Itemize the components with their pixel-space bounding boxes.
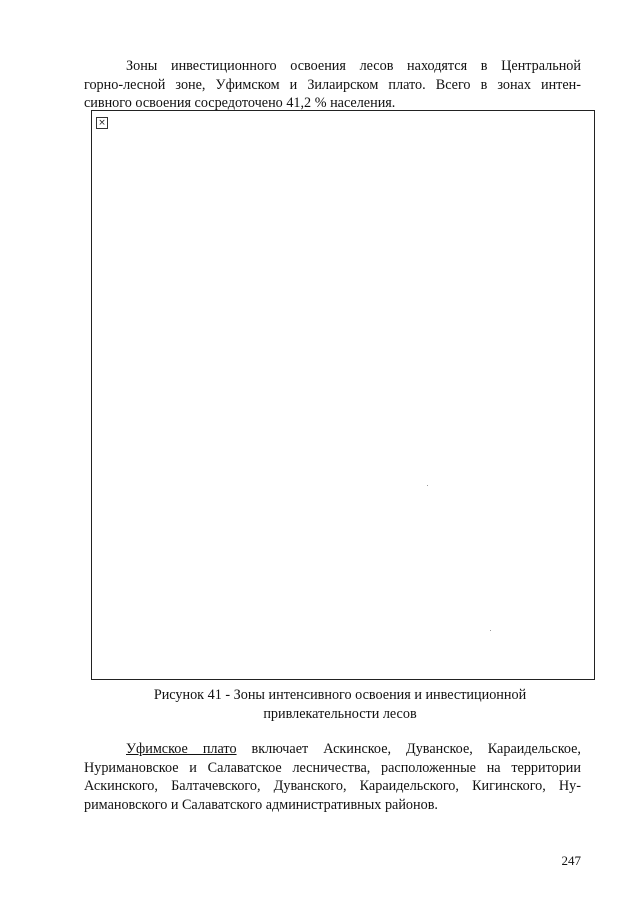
body-line: Нуримановское и Салаватское лесничества, расположенные на территории (84, 759, 581, 776)
term-ufa-plateau: Уфимское плато (126, 741, 237, 757)
broken-image-icon: × (96, 117, 108, 129)
body-paragraph (84, 740, 581, 814)
body-line: римановского и Салаватского административных районов. (84, 796, 438, 813)
intro-line: сивного освоения сосредоточено 41,2 % населения. (84, 95, 396, 111)
scan-speck (427, 485, 428, 486)
body-line-rest: включает Аскинское, Дуванское, Караидельское, (236, 741, 581, 757)
scan-speck (490, 630, 491, 631)
intro-line: Зоны инвестиционного освоения лесов находятся в Центральной (126, 58, 581, 74)
caption-line: привлекательности лесов (263, 705, 417, 722)
page-number: 247 (561, 853, 581, 868)
caption-line: Рисунок 41 - Зоны интенсивного освоения и инвестиционной (153, 687, 527, 703)
intro-paragraph (84, 57, 581, 113)
figure-frame (91, 110, 595, 680)
figure-caption (100, 686, 580, 723)
intro-line: горно-лесной зоне, Уфимском и Зилаирском плато. Всего в зонах интен- (84, 76, 581, 93)
body-line: Аскинского, Балтачевского, Дуванского, Караидельского, Кигинского, Ну- (84, 778, 581, 794)
body-line (84, 740, 581, 759)
